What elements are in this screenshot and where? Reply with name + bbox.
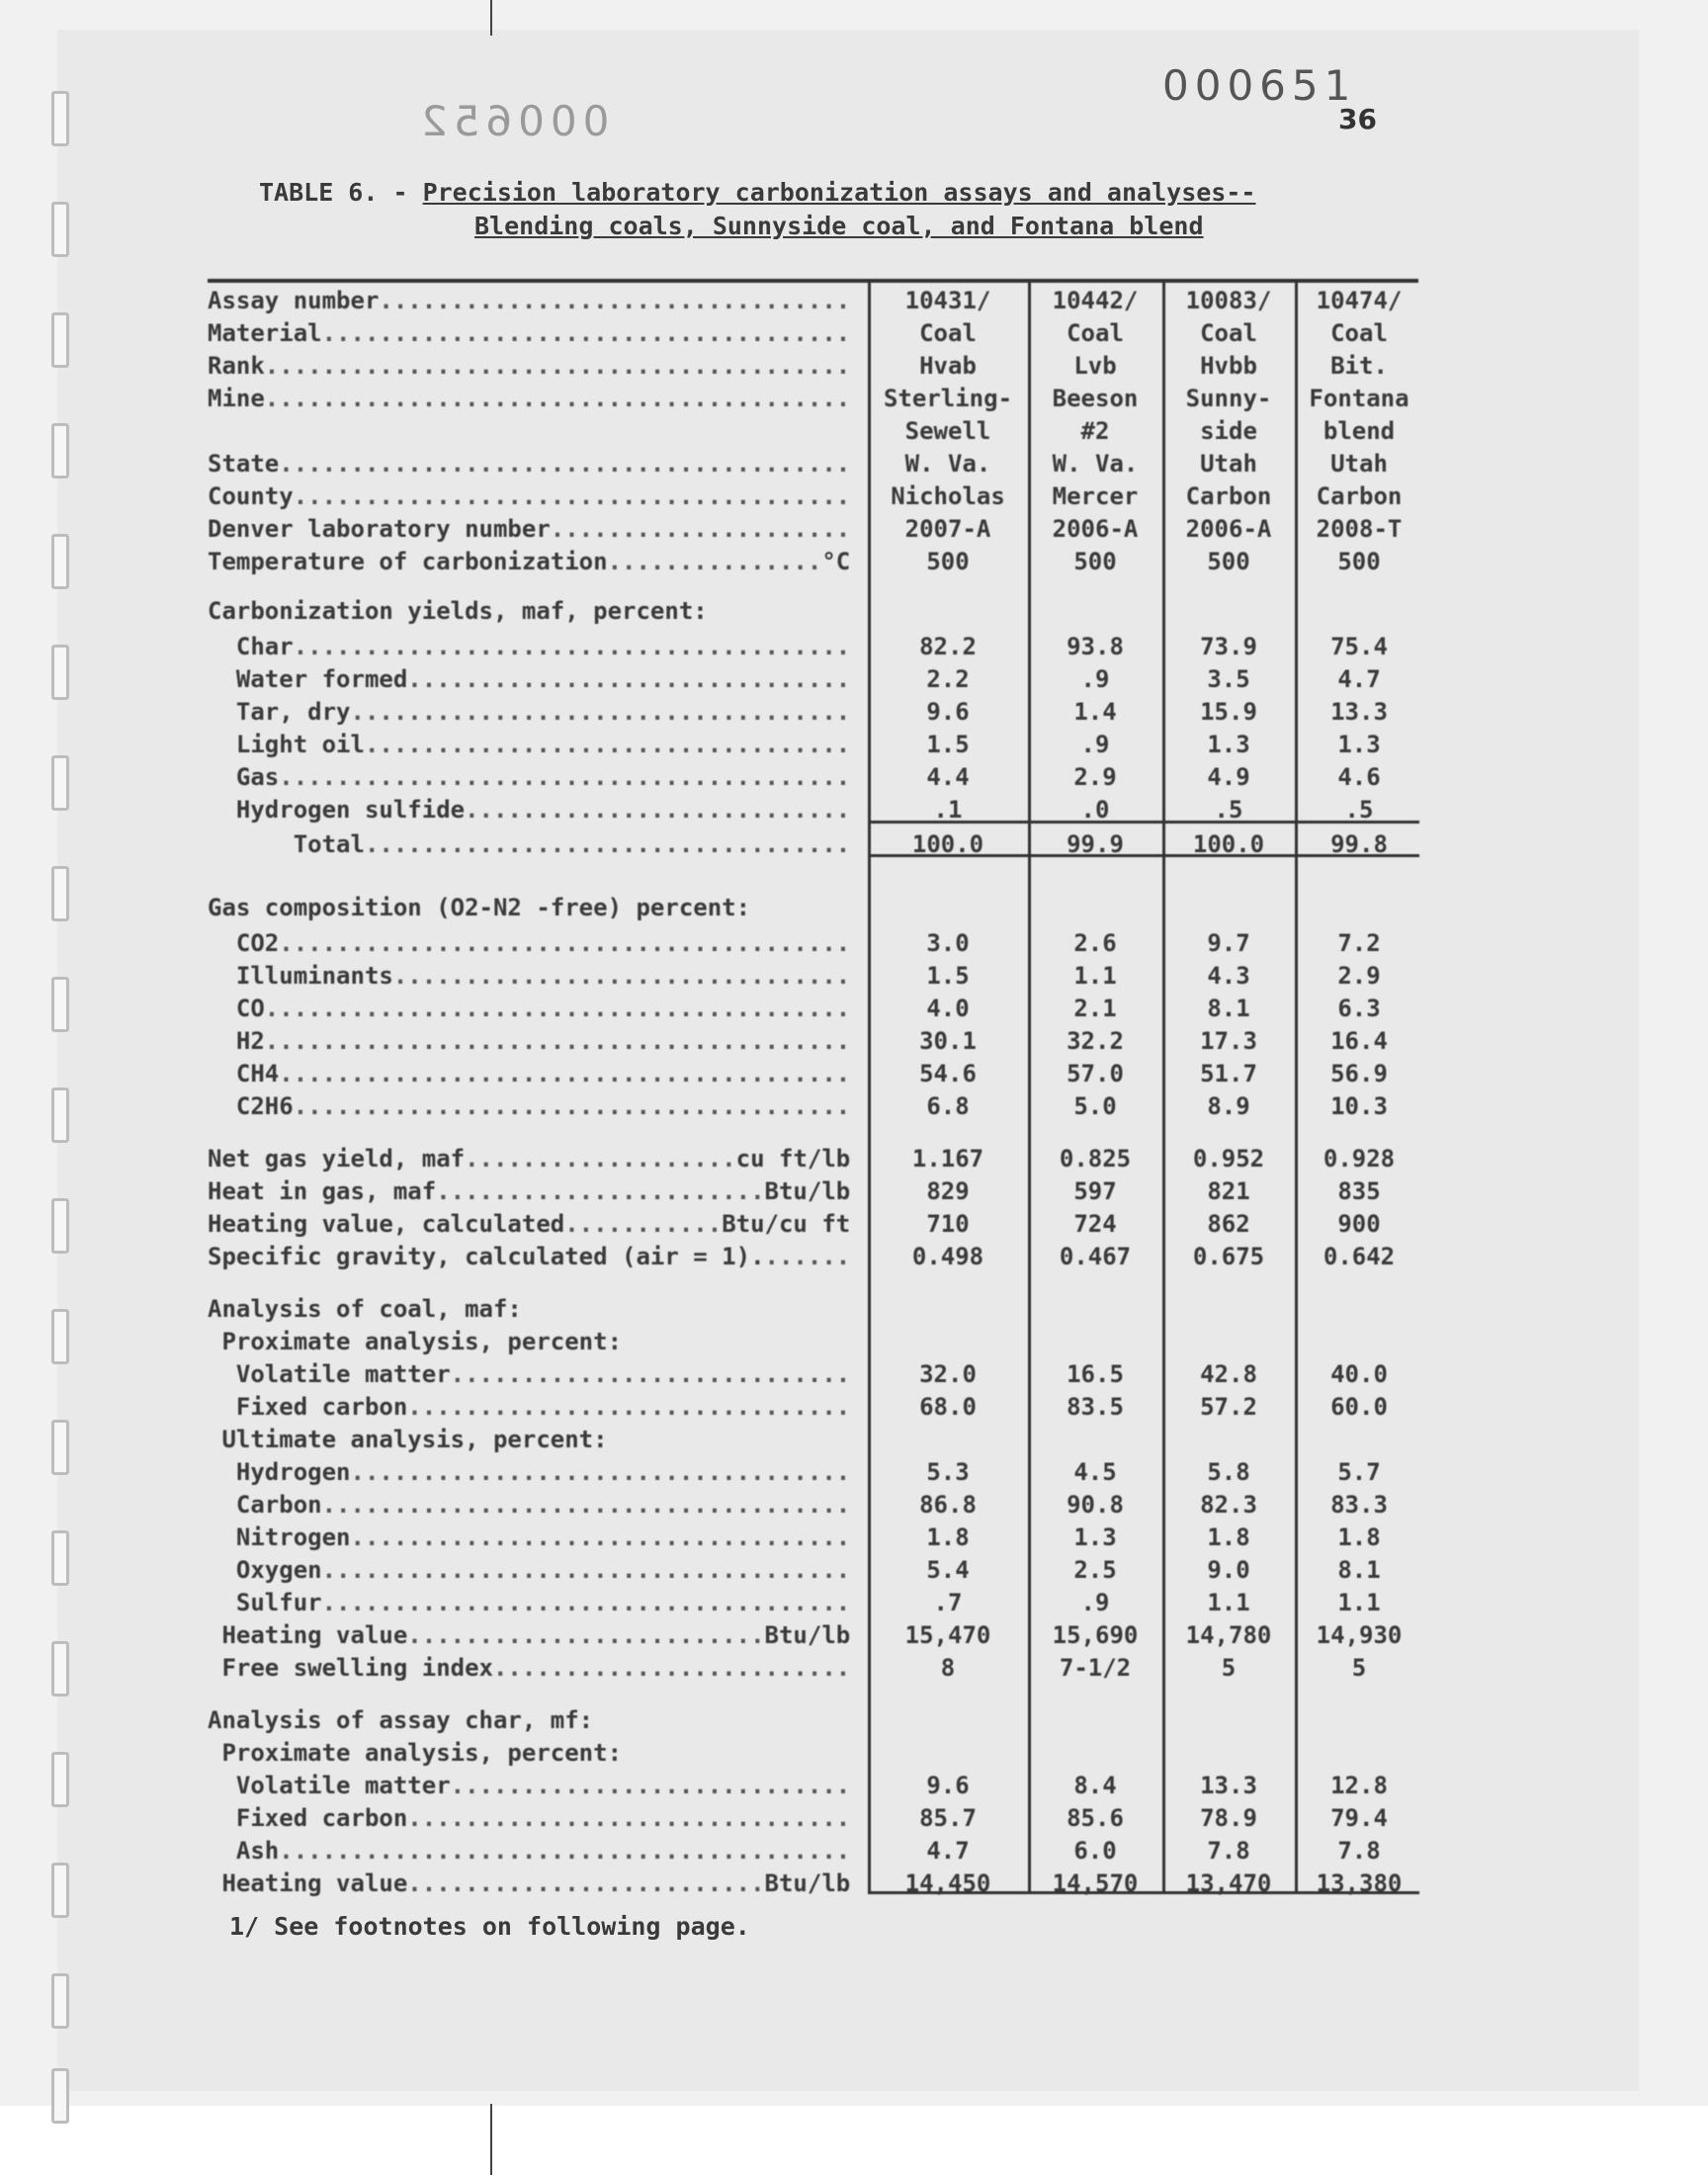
table-row: [208, 892, 1423, 924]
table-row: [208, 631, 1423, 663]
table-cell: 15,690: [1052, 1621, 1139, 1649]
table-cell: 9.0: [1207, 1556, 1250, 1584]
row-label: Hydrogen sulfide...........................: [208, 796, 851, 824]
table-cell: #2: [1080, 417, 1110, 445]
table-cell: blend: [1323, 417, 1396, 445]
table-cell: .9: [1080, 1589, 1110, 1616]
table-cell: 12.8: [1330, 1772, 1388, 1799]
row-unit: °C: [821, 548, 851, 575]
table-cell: 2.9: [1073, 763, 1117, 791]
table-cell: 500: [1073, 548, 1117, 575]
table-row: [208, 415, 1423, 448]
table-row: [208, 1619, 1423, 1652]
row-label: Gas........................................: [208, 763, 851, 791]
table-cell: 829: [926, 1177, 970, 1205]
table-row: [208, 1835, 1423, 1868]
row-label: Oxygen.....................................: [208, 1556, 851, 1584]
table-cell: 9.6: [926, 1772, 970, 1799]
table-cell: 32.0: [919, 1360, 977, 1388]
table-cell: 500: [1337, 548, 1381, 575]
table-cell: 0.498: [911, 1243, 984, 1270]
table-row: [208, 1175, 1423, 1208]
table-cell: 0.675: [1192, 1243, 1265, 1270]
table-cell: 100.0: [911, 830, 984, 858]
row-label: Material.....................................: [208, 319, 851, 347]
row-label: Sulfur.....................................: [208, 1589, 851, 1616]
table-cell: 821: [1207, 1177, 1250, 1205]
table-cell: 14,450: [904, 1870, 991, 1897]
row-label: Mine.........................................: [208, 385, 851, 412]
table-cell: 0.467: [1059, 1243, 1132, 1270]
table-cell: 100.0: [1192, 830, 1265, 858]
table-cell: W. Va.: [1052, 450, 1139, 478]
table-cell: 10.3: [1330, 1092, 1388, 1120]
table-cell: 2006-A: [1052, 515, 1139, 543]
table-cell: 86.8: [919, 1491, 977, 1519]
table-row: [208, 1058, 1423, 1090]
binder-hole: [51, 1973, 69, 2029]
table-cell: Coal: [1200, 319, 1257, 347]
table-row: [208, 1358, 1423, 1391]
row-label: Heat in gas, maf.......................Btu/lb: [208, 1177, 851, 1205]
section-heading: Analysis of coal, maf:: [208, 1295, 522, 1323]
table-cell: 32.2: [1067, 1027, 1124, 1055]
binder-hole: [51, 91, 69, 146]
table-row: [208, 285, 1423, 317]
table-cell: .5: [1214, 796, 1243, 824]
table-cell: 85.7: [919, 1804, 977, 1832]
table-cell: 90.8: [1067, 1491, 1124, 1519]
row-label: CH4........................................: [208, 1060, 851, 1088]
row-label: Fixed carbon...............................: [208, 1804, 851, 1832]
table-cell: 0.952: [1192, 1145, 1265, 1173]
row-label: H2.........................................: [208, 1027, 851, 1055]
fold-line: [490, 0, 492, 36]
table-cell: 16.4: [1330, 1027, 1388, 1055]
table-cell: Carbon: [1185, 482, 1272, 510]
table-row: [208, 794, 1423, 826]
table-top-rule: [208, 279, 1418, 283]
table-cell: side: [1200, 417, 1257, 445]
table-row: [208, 1326, 1423, 1358]
binder-hole: [51, 866, 69, 921]
table-row: [208, 761, 1423, 794]
table-cell: 4.4: [926, 763, 970, 791]
table-cell: 14,570: [1052, 1870, 1139, 1897]
row-label: Hydrogen...................................: [208, 1458, 851, 1486]
binder-hole: [51, 1198, 69, 1254]
table-row: [208, 960, 1423, 993]
table-cell: 79.4: [1330, 1804, 1388, 1832]
table-cell: 1.167: [911, 1145, 984, 1173]
binder-hole: [51, 755, 69, 811]
table-cell: 2.1: [1073, 995, 1117, 1022]
row-label: CO2........................................: [208, 929, 851, 957]
table-cell: 1.1: [1073, 962, 1117, 990]
table-cell: W. Va.: [904, 450, 991, 478]
table-cell: 10431/: [904, 287, 991, 314]
table-row: [208, 1143, 1423, 1175]
table-row: [208, 1489, 1423, 1522]
table-cell: 56.9: [1330, 1060, 1388, 1088]
binder-hole: [51, 1309, 69, 1364]
table-cell: 7-1/2: [1059, 1654, 1132, 1682]
row-label: Volatile matter............................: [208, 1772, 851, 1799]
table-row: [208, 729, 1423, 761]
table-cell: 75.4: [1330, 633, 1388, 660]
table-cell: 51.7: [1200, 1060, 1257, 1088]
table-row: [208, 1424, 1423, 1456]
row-unit: Btu/lb: [764, 1621, 851, 1649]
row-label: Free swelling index.........................: [208, 1654, 851, 1682]
row-label: Denver laboratory number.....................: [208, 515, 851, 543]
table-row: [208, 1737, 1423, 1770]
table-cell: 1.1: [1207, 1589, 1250, 1616]
table-cell: 6.3: [1337, 995, 1381, 1022]
table-row: [208, 350, 1423, 383]
binder-hole: [51, 645, 69, 700]
table-cell: Bit.: [1330, 352, 1388, 380]
binder-hole: [51, 1530, 69, 1586]
table-cell: 9.6: [926, 698, 970, 726]
table-cell: Sewell: [904, 417, 991, 445]
table-cell: 1.3: [1073, 1523, 1117, 1551]
table-cell: 60.0: [1330, 1393, 1388, 1421]
row-unit: Btu/lb: [764, 1870, 851, 1897]
table-row: [208, 696, 1423, 729]
table-cell: 500: [1207, 548, 1250, 575]
table-row: [208, 1802, 1423, 1835]
table-row: [208, 663, 1423, 696]
table-cell: 8.4: [1073, 1772, 1117, 1799]
table-cell: Hvab: [919, 352, 977, 380]
table-cell: 83.5: [1067, 1393, 1124, 1421]
section-heading: Proximate analysis, percent:: [208, 1328, 623, 1355]
table-row: [208, 448, 1423, 480]
table-cell: 710: [926, 1210, 970, 1238]
table-row: [208, 480, 1423, 513]
table-cell: 2.2: [926, 665, 970, 693]
table-cell: Coal: [919, 319, 977, 347]
table-cell: 57.0: [1067, 1060, 1124, 1088]
table-cell: 2007-A: [904, 515, 991, 543]
section-heading: Proximate analysis, percent:: [208, 1739, 623, 1767]
table-cell: 4.6: [1337, 763, 1381, 791]
row-label: CO.........................................: [208, 995, 851, 1022]
table-row: [208, 1704, 1423, 1737]
table-cell: Nicholas: [891, 482, 1005, 510]
binder-hole: [51, 423, 69, 478]
table-row: [208, 1652, 1423, 1685]
table-title-line1: Precision laboratory carbonization assays and analyses--: [422, 178, 1256, 207]
row-label: Nitrogen...................................: [208, 1523, 851, 1551]
table-cell: 42.8: [1200, 1360, 1257, 1388]
binder-hole: [51, 1088, 69, 1143]
table-cell: Hvbb: [1200, 352, 1257, 380]
table-cell: 2006-A: [1185, 515, 1272, 543]
table-row: [208, 595, 1423, 628]
table-cell: 6.0: [1073, 1837, 1117, 1865]
binder-hole: [51, 312, 69, 368]
row-label: Char.......................................: [208, 633, 851, 660]
table-cell: 1.5: [926, 962, 970, 990]
row-label: Temperature of carbonization...............°C: [208, 548, 851, 575]
table-cell: 835: [1337, 1177, 1381, 1205]
section-heading: Gas composition (O2-N2 -free) percent:: [208, 894, 751, 921]
table-cell: .9: [1080, 665, 1110, 693]
table-cell: 5: [1351, 1654, 1367, 1682]
binder-hole: [51, 202, 69, 257]
table-cell: 2.6: [1073, 929, 1117, 957]
table-cell: 57.2: [1200, 1393, 1257, 1421]
table-cell: Fontana: [1309, 385, 1409, 412]
row-label: Total..................................: [208, 830, 851, 858]
row-unit: Btu/cu ft: [722, 1210, 851, 1238]
table-cell: 3.5: [1207, 665, 1250, 693]
section-heading: Ultimate analysis, percent:: [208, 1426, 608, 1453]
table-cell: 597: [1073, 1177, 1117, 1205]
table-cell: 5.3: [926, 1458, 970, 1486]
binder-hole: [51, 534, 69, 589]
table-cell: 5: [1221, 1654, 1237, 1682]
table-cell: Coal: [1067, 319, 1124, 347]
table-cell: 10474/: [1316, 287, 1403, 314]
table-row: [208, 1241, 1423, 1273]
table-cell: 16.5: [1067, 1360, 1124, 1388]
table-row: [208, 1456, 1423, 1489]
table-cell: 500: [926, 548, 970, 575]
table-cell: 4.7: [926, 1837, 970, 1865]
table-row: [208, 1554, 1423, 1587]
table-cell: 5.4: [926, 1556, 970, 1584]
row-label: Heating value.........................Btu/lb: [208, 1870, 851, 1897]
table-cell: 6.8: [926, 1092, 970, 1120]
table-cell: 1.8: [1207, 1523, 1250, 1551]
document-stamp-number: 000651: [1162, 61, 1357, 110]
table-cell: 724: [1073, 1210, 1117, 1238]
table-cell: 4.3: [1207, 962, 1250, 990]
row-label: Carbon.....................................: [208, 1491, 851, 1519]
table-cell: 78.9: [1200, 1804, 1257, 1832]
table-cell: 73.9: [1200, 633, 1257, 660]
table-cell: 4.9: [1207, 763, 1250, 791]
table-cell: 5.7: [1337, 1458, 1381, 1486]
table-cell: .1: [933, 796, 963, 824]
footnote: 1/ See footnotes on following page.: [229, 1912, 750, 1941]
table-cell: Beeson: [1052, 385, 1139, 412]
table-cell: 99.9: [1067, 830, 1124, 858]
table-row: [208, 1025, 1423, 1058]
row-label: Rank.........................................: [208, 352, 851, 380]
binder-hole: [51, 1641, 69, 1696]
section-heading: Analysis of assay char, mf:: [208, 1706, 594, 1734]
table-row: [208, 1208, 1423, 1241]
table-cell: 10442/: [1052, 287, 1139, 314]
table-cell: 1.8: [926, 1523, 970, 1551]
row-label: Light oil..................................: [208, 731, 851, 758]
table-cell: 5.8: [1207, 1458, 1250, 1486]
table-cell: 9.7: [1207, 929, 1250, 957]
table-row: [208, 1391, 1423, 1424]
table-cell: Utah: [1330, 450, 1388, 478]
binder-hole: [51, 977, 69, 1032]
row-label: Heating value.........................Btu/lb: [208, 1621, 851, 1649]
table-cell: .9: [1080, 731, 1110, 758]
table-cell: 0.825: [1059, 1145, 1132, 1173]
table-cell: 5.0: [1073, 1092, 1117, 1120]
table-cell: 1.1: [1337, 1589, 1381, 1616]
table-cell: 2.5: [1073, 1556, 1117, 1584]
table-row: [208, 1090, 1423, 1123]
table-cell: 7.2: [1337, 929, 1381, 957]
bleed-through-stamp-number: 000652: [415, 97, 610, 145]
table-cell: 82.3: [1200, 1491, 1257, 1519]
table-cell: Sterling-: [883, 385, 1013, 412]
table-cell: 82.2: [919, 633, 977, 660]
table-cell: 2.9: [1337, 962, 1381, 990]
table-cell: .5: [1344, 796, 1374, 824]
row-label: Volatile matter............................: [208, 1360, 851, 1388]
table-cell: 83.3: [1330, 1491, 1388, 1519]
table-cell: 13,380: [1316, 1870, 1403, 1897]
table-cell: 862: [1207, 1210, 1250, 1238]
table-cell: 1.3: [1207, 731, 1250, 758]
table-cell: 8.9: [1207, 1092, 1250, 1120]
binder-hole: [51, 1752, 69, 1807]
table-cell: 13.3: [1330, 698, 1388, 726]
table-row: [208, 993, 1423, 1025]
table-cell: 7.8: [1207, 1837, 1250, 1865]
table-row: [208, 513, 1423, 546]
table-cell: 0.928: [1323, 1145, 1396, 1173]
table-cell: 17.3: [1200, 1027, 1257, 1055]
row-label: Assay number.................................: [208, 287, 851, 314]
table-cell: 68.0: [919, 1393, 977, 1421]
table-row: [208, 828, 1423, 861]
table-title-prefix: TABLE 6. -: [259, 178, 423, 207]
table-cell: 14,930: [1316, 1621, 1403, 1649]
table-cell: Carbon: [1316, 482, 1403, 510]
table-row: [208, 1770, 1423, 1802]
row-label: Ash........................................: [208, 1837, 851, 1865]
table-cell: 14,780: [1185, 1621, 1272, 1649]
table-cell: 0.642: [1323, 1243, 1396, 1270]
row-label: Illuminants................................: [208, 962, 851, 990]
table-cell: 85.6: [1067, 1804, 1124, 1832]
table-cell: 7.8: [1337, 1837, 1381, 1865]
row-label: State........................................: [208, 450, 851, 478]
table-row: [208, 546, 1423, 578]
table-row: [208, 317, 1423, 350]
fold-line: [490, 2104, 492, 2175]
row-label: Heating value, calculated...........Btu/cu ft: [208, 1210, 851, 1238]
table-cell: 40.0: [1330, 1360, 1388, 1388]
table-cell: 30.1: [919, 1027, 977, 1055]
binder-hole: [51, 1420, 69, 1475]
table-row: [208, 1587, 1423, 1619]
table-cell: Lvb: [1073, 352, 1117, 380]
table-cell: 4.5: [1073, 1458, 1117, 1486]
row-label: Net gas yield, maf...................cu ft/lb: [208, 1145, 851, 1173]
table-cell: 99.8: [1330, 830, 1388, 858]
table-cell: 8.1: [1207, 995, 1250, 1022]
table-cell: 2008-T: [1316, 515, 1403, 543]
table-row: [208, 1293, 1423, 1326]
table-cell: 1.8: [1337, 1523, 1381, 1551]
row-label: County.......................................: [208, 482, 851, 510]
table-cell: 4.7: [1337, 665, 1381, 693]
table-cell: 13,470: [1185, 1870, 1272, 1897]
table-title: [259, 176, 1376, 243]
binder-hole: [51, 1863, 69, 1918]
table-cell: 4.0: [926, 995, 970, 1022]
row-unit: cu ft/lb: [735, 1145, 851, 1173]
table-cell: 13.3: [1200, 1772, 1257, 1799]
table-cell: .7: [933, 1589, 963, 1616]
table-cell: 15.9: [1200, 698, 1257, 726]
binder-hole: [51, 2068, 69, 2124]
table-cell: 3.0: [926, 929, 970, 957]
table-row: [208, 383, 1423, 415]
page-number: 36: [1338, 103, 1377, 135]
row-label: Water formed...............................: [208, 665, 851, 693]
table-cell: Mercer: [1052, 482, 1139, 510]
section-heading: Carbonization yields, maf, percent:: [208, 597, 708, 625]
table-cell: Sunny-: [1185, 385, 1272, 412]
table-title-line2: Blending coals, Sunnyside coal, and Fontana blend: [474, 212, 1204, 240]
table-cell: 15,470: [904, 1621, 991, 1649]
row-label: Tar, dry...................................: [208, 698, 851, 726]
table-cell: .0: [1080, 796, 1110, 824]
table-cell: 10083/: [1185, 287, 1272, 314]
table-cell: 8.1: [1337, 1556, 1381, 1584]
table-row: [208, 927, 1423, 960]
table-cell: 1.4: [1073, 698, 1117, 726]
row-label: C2H6.......................................: [208, 1092, 851, 1120]
row-label: Specific gravity, calculated (air = 1).......: [208, 1243, 851, 1270]
table-cell: Utah: [1200, 450, 1257, 478]
table-cell: 8: [940, 1654, 956, 1682]
table-cell: 54.6: [919, 1060, 977, 1088]
row-label: Fixed carbon...............................: [208, 1393, 851, 1421]
row-unit: Btu/lb: [764, 1177, 851, 1205]
table-row: [208, 1522, 1423, 1554]
table-cell: 93.8: [1067, 633, 1124, 660]
table-row: [208, 1868, 1423, 1900]
table-cell: 1.3: [1337, 731, 1381, 758]
table-cell: 900: [1337, 1210, 1381, 1238]
table-cell: 1.5: [926, 731, 970, 758]
table-cell: Coal: [1330, 319, 1388, 347]
